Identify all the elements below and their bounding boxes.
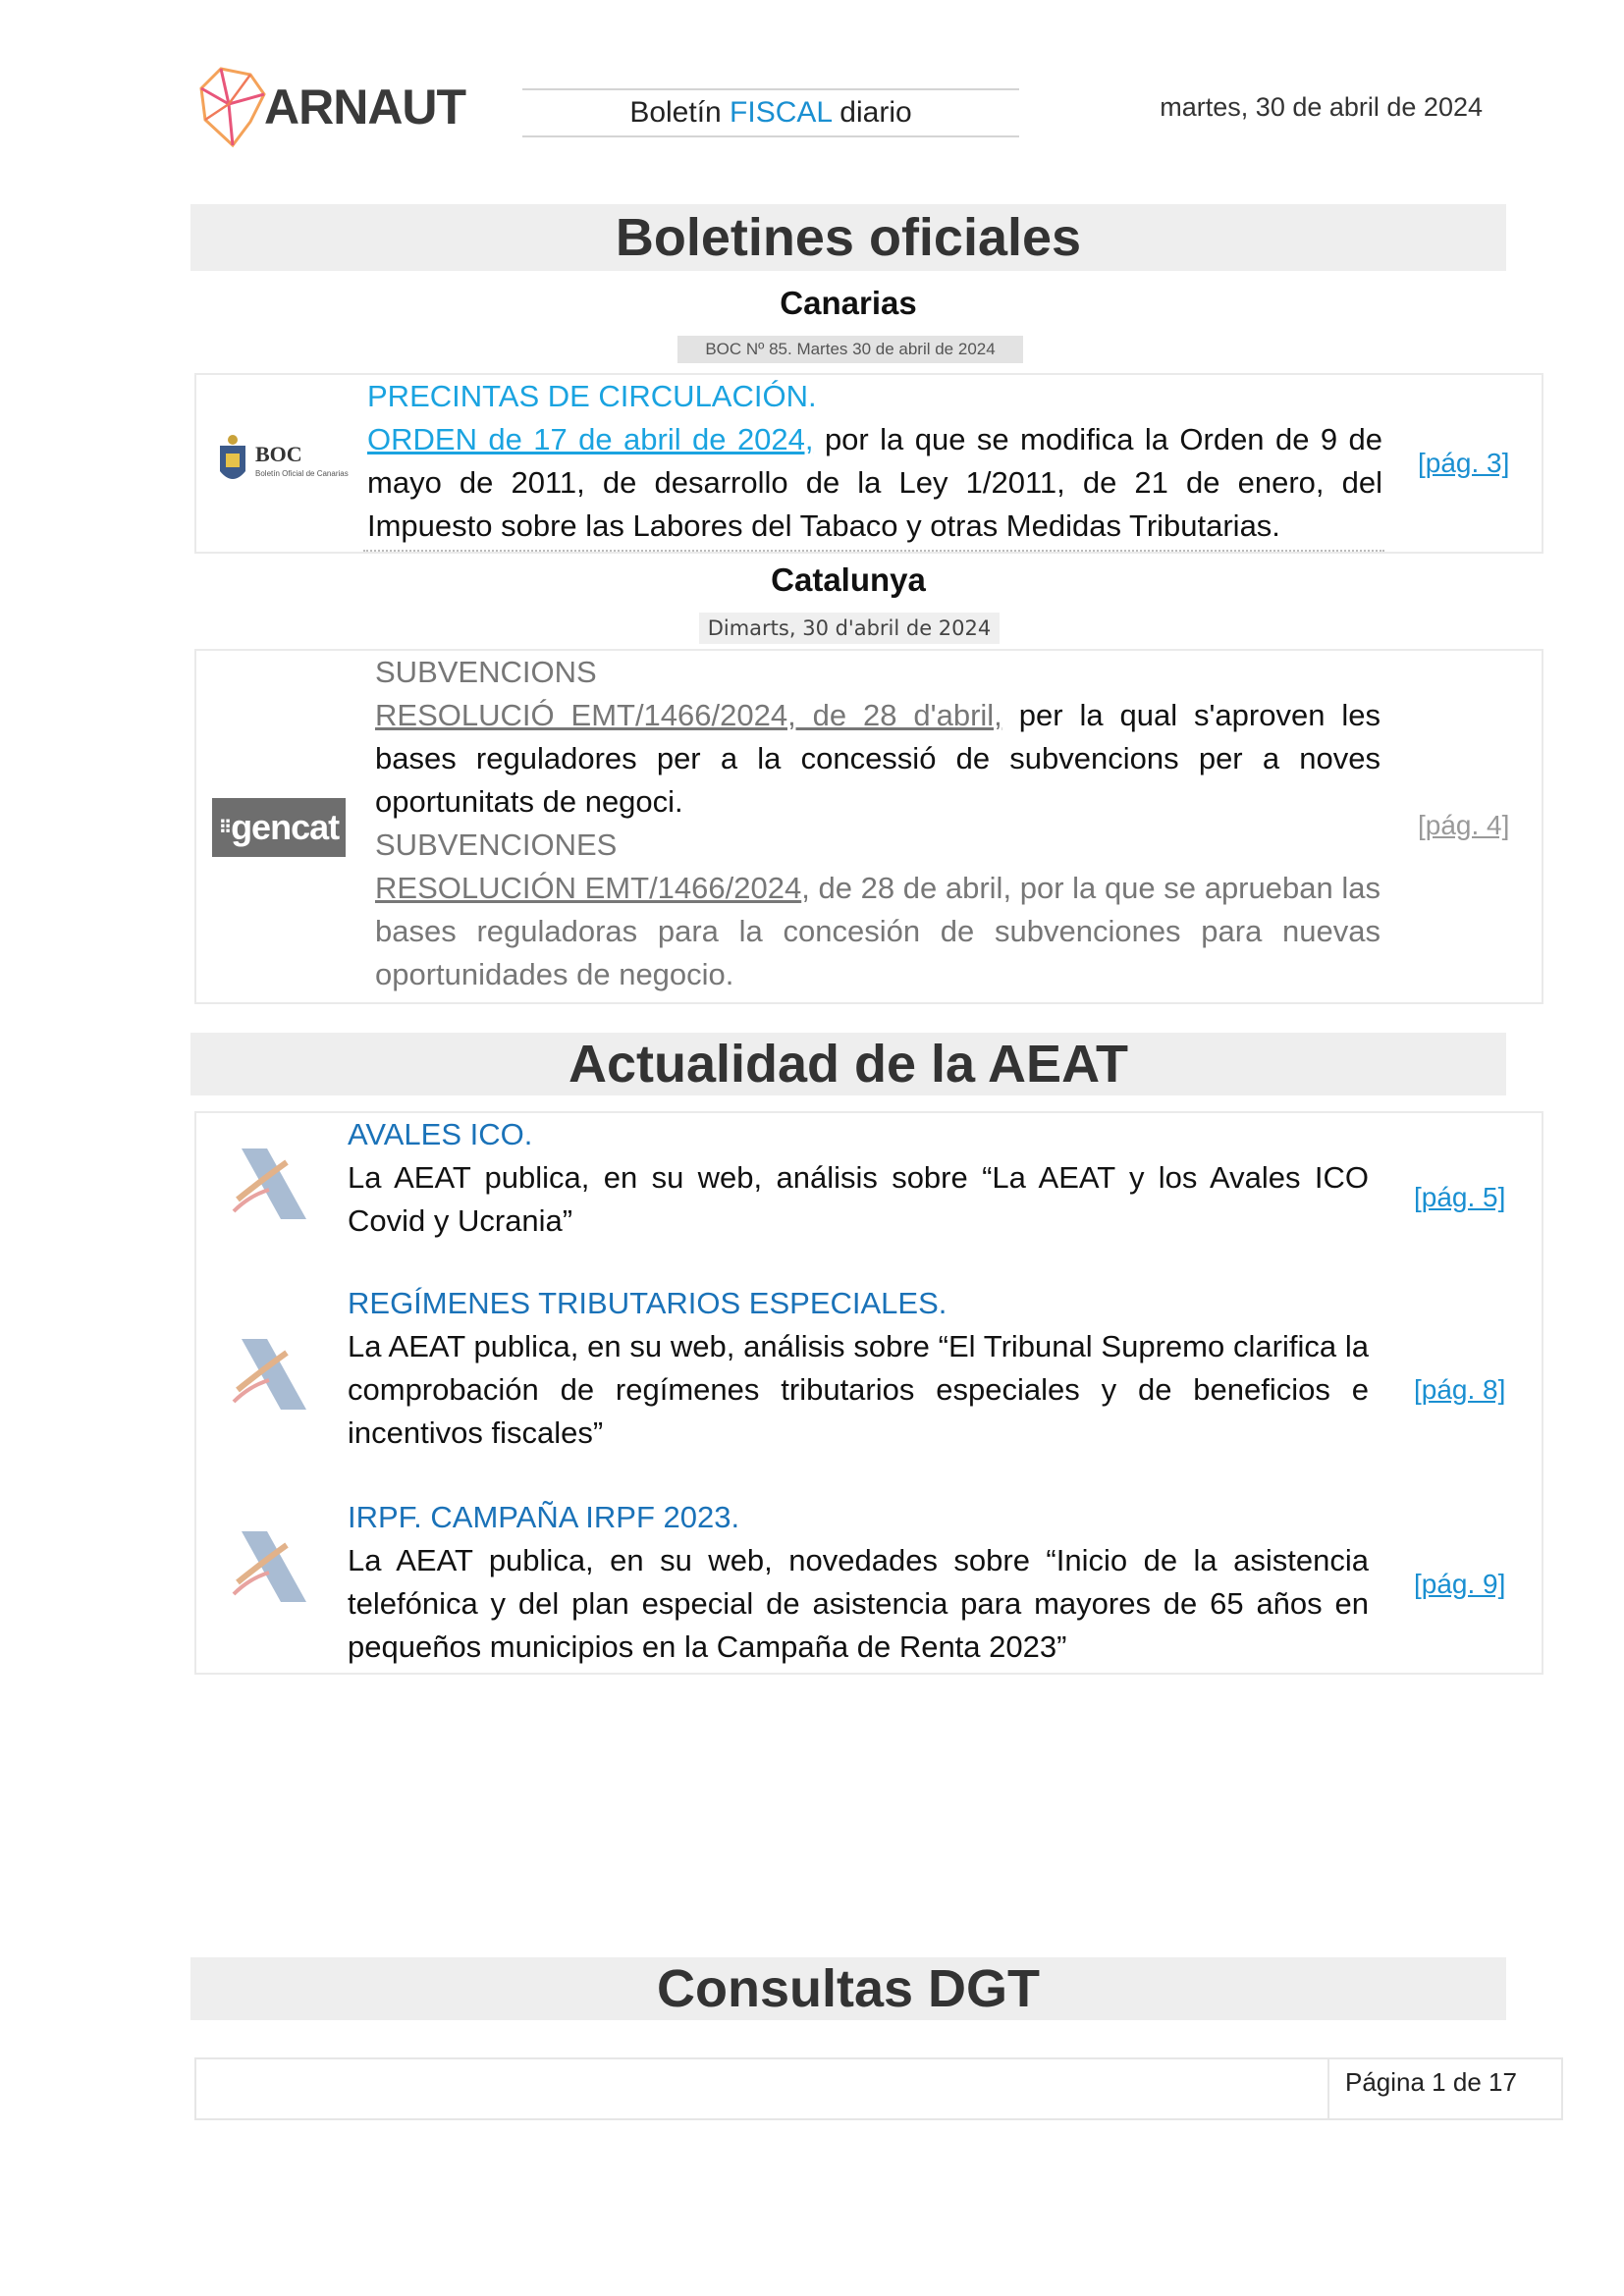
gencat-logo-text: gencat	[231, 807, 340, 847]
bulletin-prefix: Boletín	[629, 96, 731, 129]
aeat-item-2-category: REGÍMENES TRIBUTARIOS ESPECIALES.	[348, 1286, 947, 1320]
aeat-item-1	[348, 1113, 1369, 1243]
canarias-page-link[interactable]: [pág. 3]	[1418, 448, 1510, 478]
catalunya-page-link[interactable]: [pág. 4]	[1418, 810, 1510, 840]
aeat-item-1-page-link[interactable]: [pág. 5]	[1414, 1182, 1506, 1212]
bulletin-title	[522, 88, 1019, 137]
catalunya-category-ca: SUBVENCIONS	[375, 655, 597, 689]
section-title-aeat: Actualidad de la AEAT	[190, 1033, 1506, 1095]
aeat-logo-icon	[220, 1323, 318, 1421]
aeat-item-3-page-link[interactable]: [pág. 9]	[1414, 1569, 1506, 1599]
aeat-item-3-category: IRPF. CAMPAÑA IRPF 2023.	[348, 1500, 740, 1534]
section-title-dgt: Consultas DGT	[190, 1957, 1506, 2020]
canarias-shield-icon	[216, 434, 249, 489]
canarias-description: por la que se modifica la Orden de 9 de mayo de 2011, de desarrollo de la Ley 1/2011, de 21 de enero, del Impuesto sobre las Labores del Tabaco y otras Medidas Tributarias.	[367, 422, 1382, 543]
boc-logo	[216, 434, 349, 495]
footer-box	[194, 2057, 1563, 2120]
catalunya-resolucio-link[interactable]: RESOLUCIÓ EMT/1466/2024, de 28 d'abril,	[375, 698, 1002, 732]
gencat-logo	[212, 798, 346, 857]
canarias-orden-link[interactable]: ORDEN de 17 de abril de 2024,	[367, 422, 814, 456]
aeat-item-1-text: La AEAT publica, en su web, análisis sobre “La AEAT y los Avales ICO Covid y Ucrania”	[348, 1160, 1369, 1238]
region-canarias: Canarias	[780, 285, 917, 321]
arnaut-diamond-icon	[199, 65, 270, 149]
page-number: Página 1 de 17	[1345, 2067, 1517, 2097]
canarias-entry	[367, 375, 1382, 548]
aeat-item-1-category: AVALES ICO.	[348, 1117, 533, 1151]
aeat-item-2-text: La AEAT publica, en su web, análisis sobre “El Tribunal Supremo clarifica la comprobación de regímenes tributarios especiales y de beneficios e incentivos fiscales”	[348, 1329, 1369, 1450]
catalunya-card	[194, 649, 1543, 1004]
aeat-logo-icon	[220, 1516, 318, 1614]
boc-badge: BOC Nº 85. Martes 30 de abril de 2024	[677, 336, 1023, 363]
region-catalunya: Catalunya	[771, 561, 926, 598]
gencat-dots-icon: ⠿	[218, 818, 232, 837]
canarias-divider	[363, 550, 1384, 552]
catalunya-category-es: SUBVENCIONES	[375, 828, 618, 862]
aeat-logo-icon	[220, 1133, 318, 1231]
logo-text: ARNAUT	[264, 80, 466, 134]
boc-logo-subtext: Boletín Oficial de Canarias	[255, 469, 349, 478]
canarias-card	[194, 373, 1543, 554]
section-title-boletines: Boletines oficiales	[190, 204, 1506, 271]
catalunya-description-es: , de 28 de abril, por la que se aprueban las bases reguladoras para la concesión de subvenciones para nuevas oportunidades de negocio.	[375, 871, 1380, 991]
header-date: martes, 30 de abril de 2024	[1160, 92, 1483, 122]
footer-divider	[1327, 2059, 1329, 2118]
boc-logo-text: BOC	[255, 442, 302, 466]
bulletin-suffix: diario	[831, 96, 912, 129]
arnaut-logo	[199, 65, 466, 149]
catalunya-description-ca: per la qual s'aproven les bases reguladores per a la concessió de subvencions per a noves oportunitats de negoci.	[375, 698, 1381, 819]
catalunya-entry	[375, 651, 1380, 996]
aeat-item-3	[348, 1496, 1369, 1669]
canarias-category: PRECINTAS DE CIRCULACIÓN.	[367, 379, 817, 413]
dogc-badge: Dimarts, 30 d'abril de 2024	[699, 613, 1000, 644]
catalunya-resolucion-link[interactable]: RESOLUCIÓN EMT/1466/2024	[375, 871, 802, 905]
aeat-item-2-page-link[interactable]: [pág. 8]	[1414, 1374, 1506, 1405]
aeat-card	[194, 1111, 1543, 1675]
aeat-item-3-text: La AEAT publica, en su web, novedades sobre “Inicio de la asistencia telefónica y del plan especial de asistencia para mayores de 65 años en pequeños municipios en la Campaña de Renta 2023”	[348, 1543, 1369, 1664]
bulletin-fiscal: FISCAL	[730, 96, 832, 129]
aeat-item-2	[348, 1282, 1369, 1455]
